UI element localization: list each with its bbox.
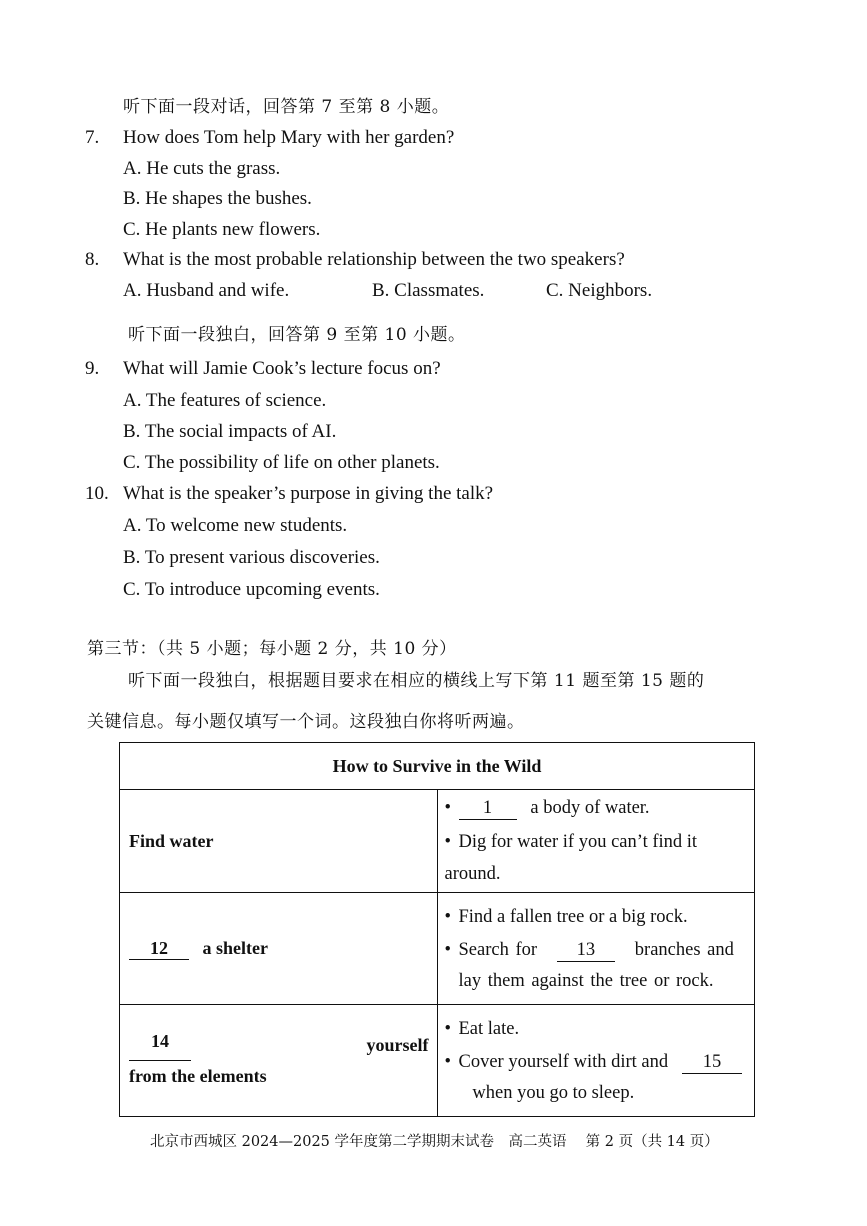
bullet-item: • Find a fallen tree or a big rock. <box>444 906 688 927</box>
bullet-item: • Dig for water if you can’t find it around. <box>444 832 698 884</box>
section-intro-9-10: 听下面一段独白，回答第 9 至第 10 小题。 <box>128 325 466 345</box>
row-label: Find water <box>129 830 214 851</box>
survival-table <box>119 742 755 1117</box>
row-label: from the elements <box>129 1065 267 1086</box>
bullet-item: • Cover yourself with dirt and 15 when you go to sleep. <box>445 1047 747 1109</box>
section-heading: 第三节：（共 5 小题；每小题 2 分，共 10 分） <box>87 639 457 659</box>
table-left-cell <box>120 1005 438 1117</box>
bullet-item: • Search for 13 branches and lay them against the tree or rock. <box>444 939 734 991</box>
question-number: 10. <box>85 483 109 504</box>
section-instruction: 关键信息。每小题仅填写一个词。这段独白你将听两遍。 <box>87 712 525 732</box>
option-b: B. Classmates. <box>372 280 485 301</box>
row-label: a shelter <box>202 938 268 958</box>
option-c: C. To introduce upcoming events. <box>123 579 380 600</box>
bullet-item: • 1 a body of water. <box>444 798 650 818</box>
question-number: 7. <box>85 127 100 148</box>
section-intro-7-8: 听下面一段对话，回答第 7 至第 8 小题。 <box>123 97 450 117</box>
question-number: 9. <box>85 358 100 379</box>
question-text: What is the speaker’s purpose in giving the talk? <box>123 483 494 504</box>
option-b: B. The social impacts of AI. <box>123 421 337 442</box>
answer-blank[interactable]: 14 <box>129 1030 191 1061</box>
table-right-cell <box>437 790 755 893</box>
table-left-cell <box>120 790 438 893</box>
table-right-cell <box>437 893 755 1005</box>
option-c: C. He plants new flowers. <box>123 219 321 240</box>
option-b: B. To present various discoveries. <box>123 547 380 568</box>
question-text: What is the most probable relationship between the two speakers? <box>123 249 625 270</box>
option-b: B. He shapes the bushes. <box>123 188 312 209</box>
table-right-cell <box>437 1005 755 1117</box>
row-label: yourself <box>366 1034 429 1055</box>
table-left-cell <box>120 893 438 1005</box>
section-instruction: 听下面一段独白，根据题目要求在相应的横线上写下第 11 题至第 15 题的 <box>128 671 705 691</box>
answer-blank[interactable]: 13 <box>557 939 615 962</box>
option-c: C. Neighbors. <box>546 280 653 301</box>
option-a: A. To welcome new students. <box>123 515 348 536</box>
question-text: What will Jamie Cook’s lecture focus on? <box>123 358 441 379</box>
option-a: A. He cuts the grass. <box>123 158 281 179</box>
page-footer: 北京市西城区 2024—2025 学年度第二学期期末试卷 高二英语 第 2 页（共 14 页） <box>150 1134 719 1150</box>
table-title: How to Survive in the Wild <box>120 743 755 790</box>
option-c: C. The possibility of life on other planets. <box>123 452 440 473</box>
option-a: A. The features of science. <box>123 390 327 411</box>
bullet-item: • Eat late. <box>444 1018 520 1039</box>
answer-blank[interactable]: 15 <box>682 1051 742 1074</box>
answer-blank[interactable]: 1 <box>459 797 517 820</box>
question-text: How does Tom help Mary with her garden? <box>123 127 455 148</box>
option-a: A. Husband and wife. <box>123 280 290 301</box>
question-number: 8. <box>85 249 100 270</box>
answer-blank[interactable]: 12 <box>129 937 189 960</box>
